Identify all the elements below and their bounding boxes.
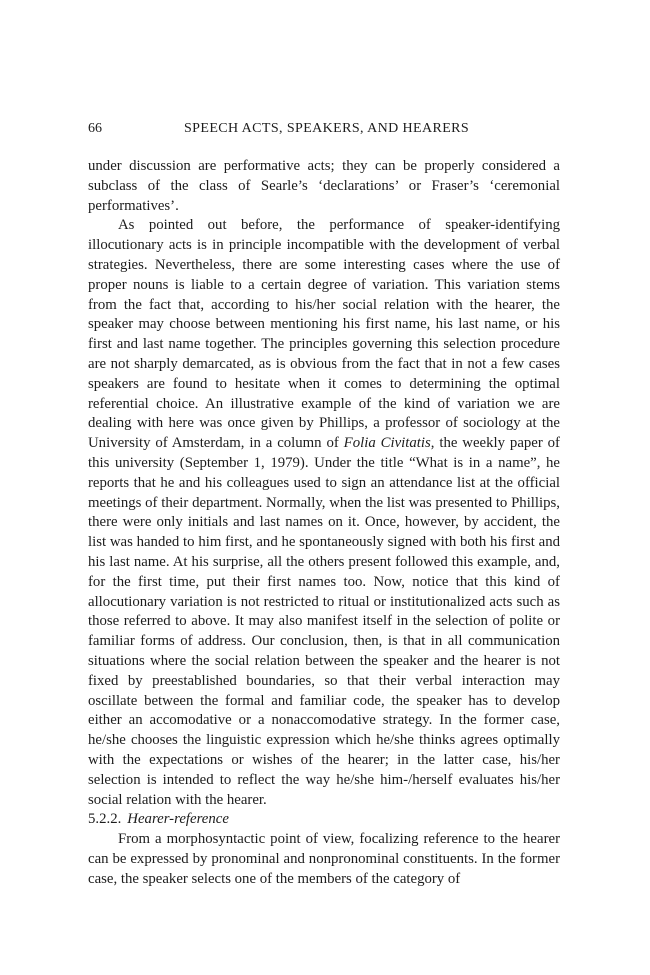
journal-title: Folia Civitatis [343, 435, 431, 452]
paragraph-text-end: , the weekly paper of this university (September 1, 1979). Under the title “What is in a name”, he reports that he and his colleagues used to sign an attendance list at the official meetings of their department. Normally, when the list was presented to Phillips, there were only initials and last names on it. Once, however, by accident, the list was handed to him first, and he spontaneously signed with both his first and his last name. At his surprise, all the others present followed this example, and, for the first time, put their first names too. Now, notice that this kind of allocutionary variation is not restricted to ritual or institutionalized acts such as those referred to above. It may also manifest itself in the selection of polite or familiar forms of address. Our conclusion, then, is that in all communication situations where the social relation between the speaker and the hearer is not fixed by preestablished boundaries, so that their verbal interaction may oscillate between the formal and familiar code, the speaker has to develop either an accomodative or a nonaccomodative strategy. In the former case, he/she chooses the linguistic expression which he/she thinks agrees optimally with the expectations or wishes of the hearer; in the latter case, his/her selection is intended to reflect the way he/she him-/herself evaluates his/her social relation with the hearer. [88, 435, 560, 808]
section-heading [88, 810, 560, 830]
running-header [88, 120, 560, 138]
section-number: 5.2.2. [88, 811, 122, 828]
running-head-title: SPEECH ACTS, SPEAKERS, AND HEARERS [184, 121, 470, 136]
body-text [88, 157, 560, 889]
paragraph-continued: under discussion are performative acts; they can be properly considered a subclass of the class of Searle’s ‘declarations’ or Fraser’s ‘ceremonial performatives’. [88, 158, 560, 214]
paragraph-text-start: As pointed out before, the performance of speaker-identifying illocutionary acts is in principle incompatible with the development of verbal strategies. Nevertheless, there are some interesting cases where the use of proper nouns is liable to a certain degree of variation. This variation stems from the fact that, according to his/her social relation with the hearer, the speaker may choose between mentioning his first name, his last name, or his first and last name together. The principles governing this selection procedure are not sharply demarcated, as is obvious from the fact that in not a few cases speakers are found to hesitate when it comes to determining the optimal referential choice. An illustrative example of the kind of variation we are dealing with here was once given by Phillips, a professor of sociology at the University of Amsterdam, in a column of [88, 217, 560, 452]
page-number: 66 [88, 121, 102, 136]
section-title: Hearer-reference [127, 811, 229, 828]
paragraph-hearer-reference: From a morphosyntactic point of view, focalizing reference to the hearer can be expressed by pronominal and nonpronominal constituents. In the former case, the speaker selects one of the members of the category of [88, 831, 560, 887]
paragraph-speaker-reference [88, 216, 560, 810]
